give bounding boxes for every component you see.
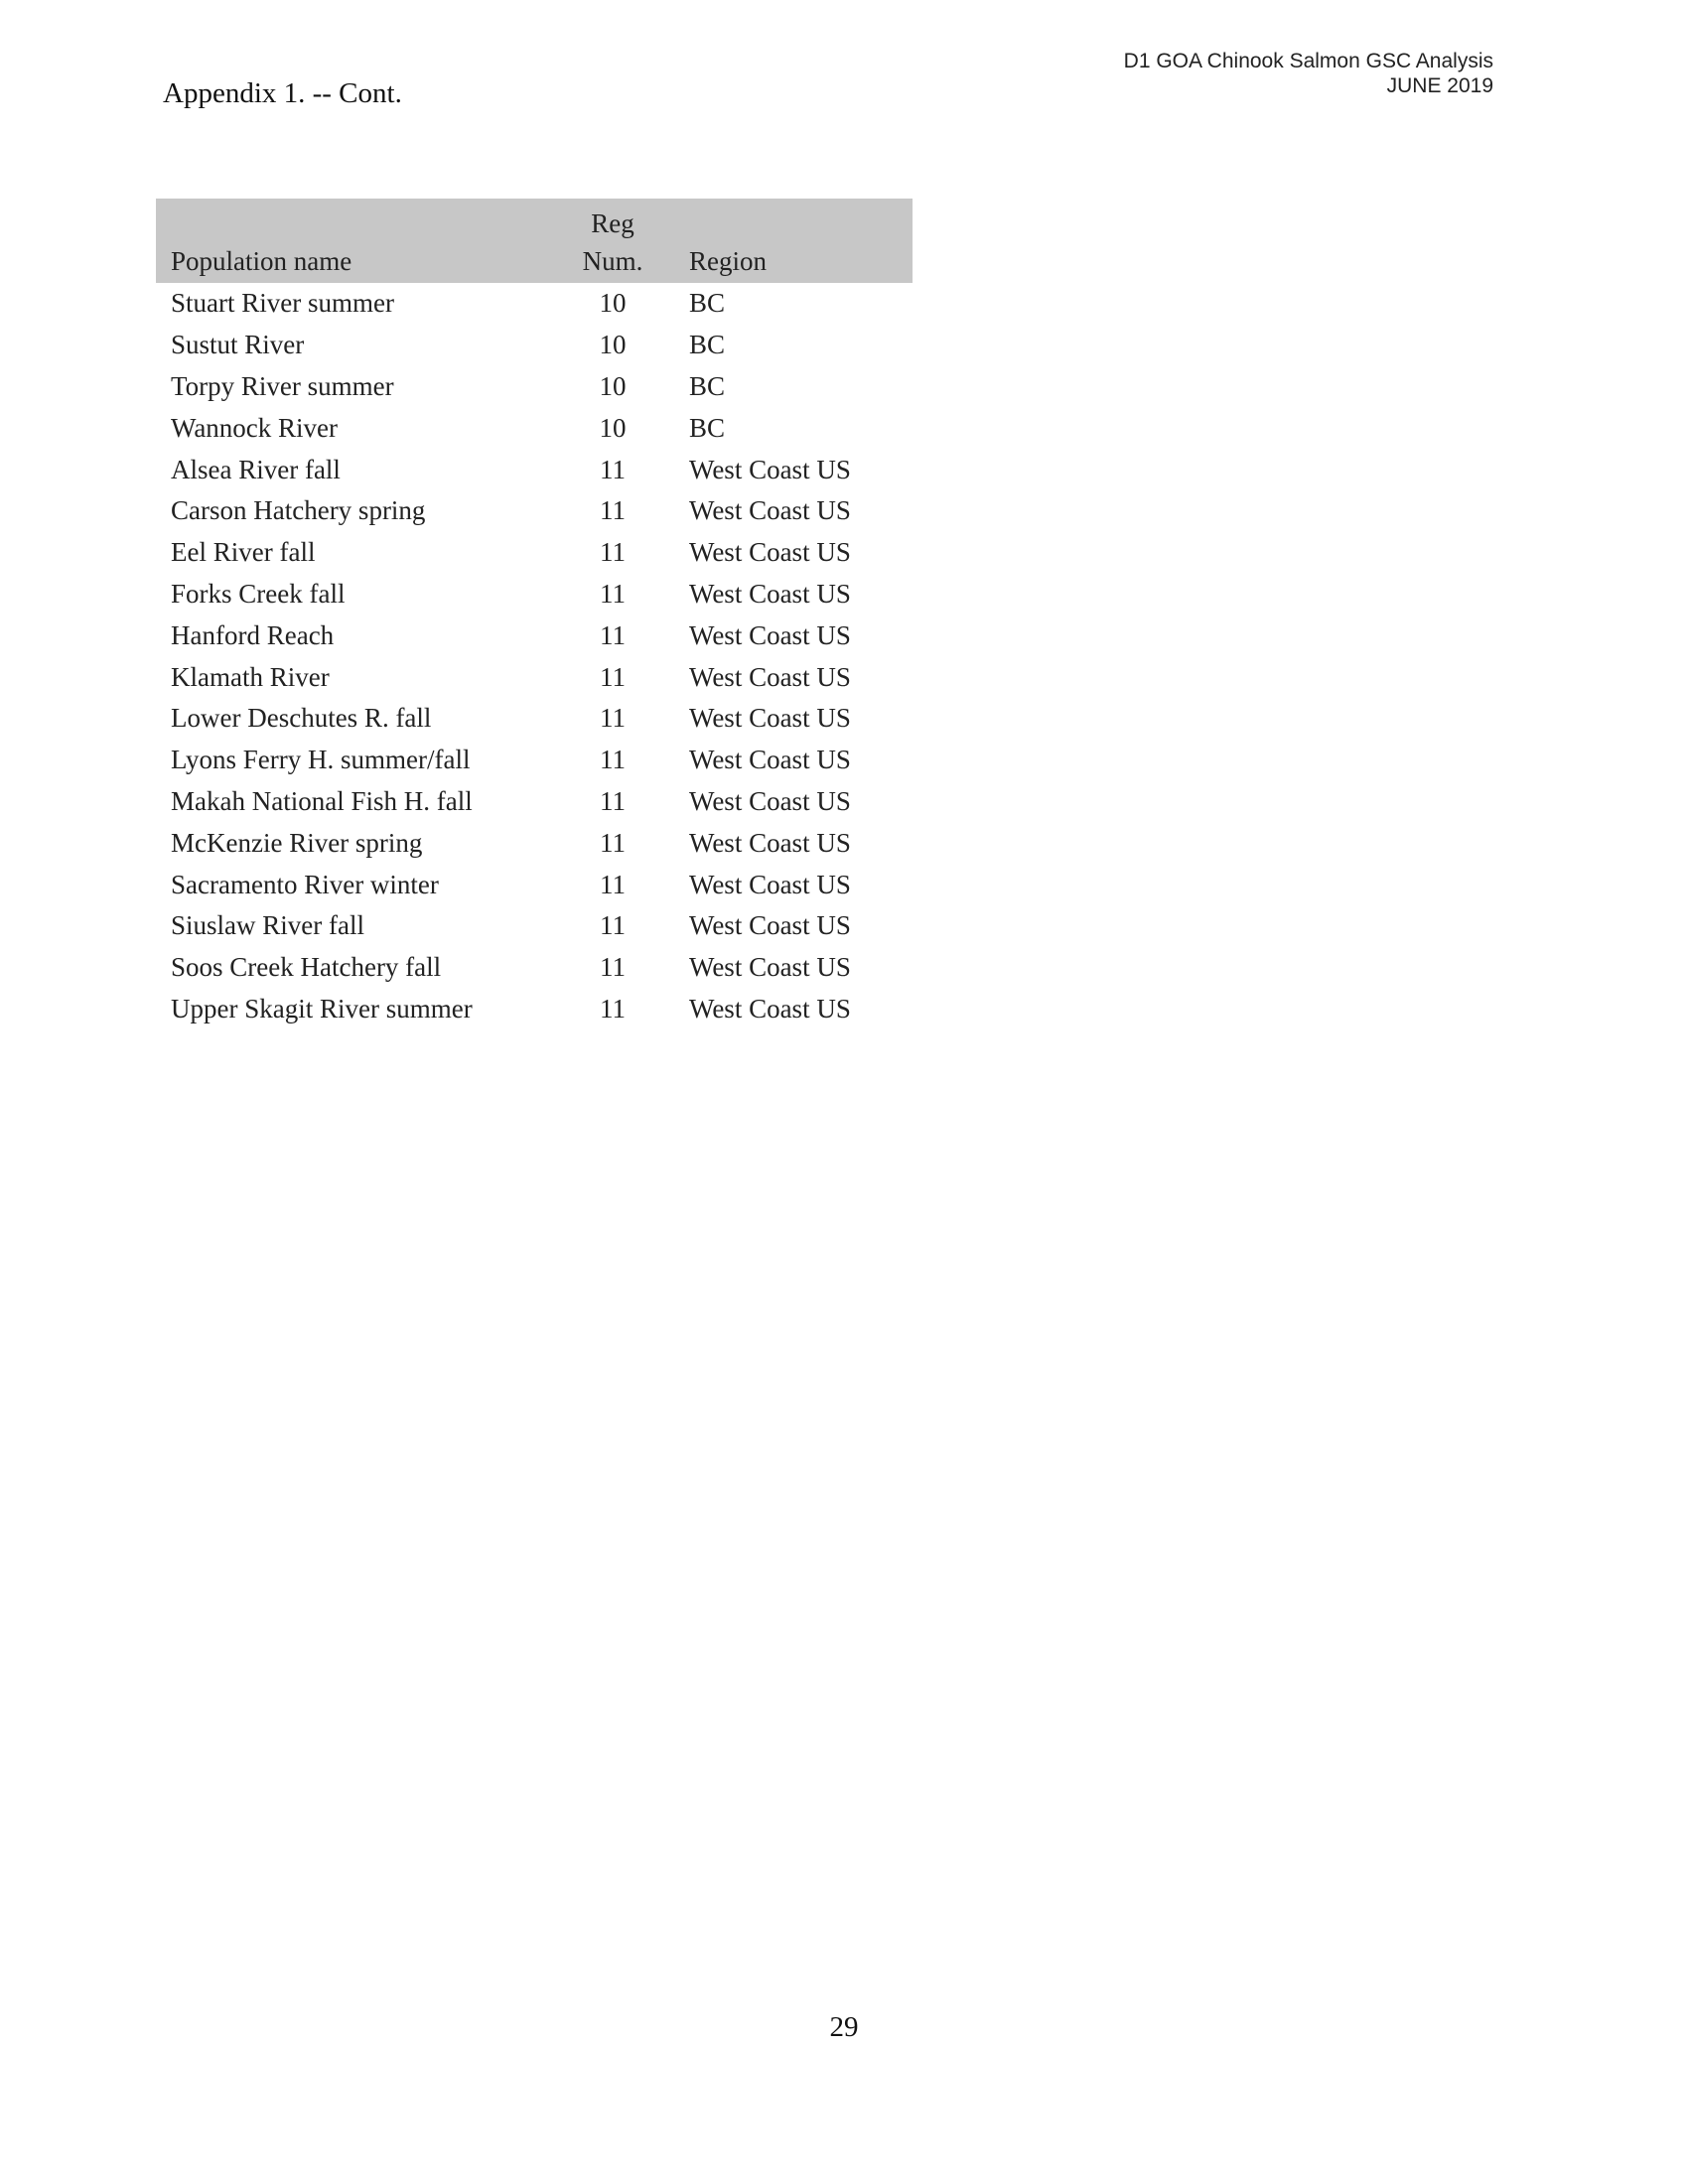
table-row: [156, 532, 913, 574]
region-cell: West Coast US: [689, 952, 851, 983]
population-name-cell: Klamath River: [171, 661, 330, 692]
population-name-cell: Lower Deschutes R. fall: [171, 703, 432, 734]
population-name-cell: Eel River fall: [171, 537, 316, 568]
table-row: [156, 366, 913, 408]
population-name-cell: Upper Skagit River summer: [171, 993, 473, 1024]
reg-num-cell: 11: [600, 993, 626, 1024]
table-row: [156, 449, 913, 490]
reg-num-cell: 11: [600, 745, 626, 775]
table-header-row-bottom: [156, 239, 913, 283]
region-cell: West Coast US: [689, 619, 851, 650]
reg-num-cell: 11: [600, 785, 626, 816]
population-name-cell: Makah National Fish H. fall: [171, 785, 473, 816]
table-body: [156, 283, 913, 1029]
header-cell-empty: [657, 199, 913, 239]
reg-num-cell: 11: [600, 537, 626, 568]
table-header: [156, 199, 913, 283]
population-name-cell: Alsea River fall: [171, 454, 341, 484]
header-num-label: Num.: [568, 239, 657, 283]
reg-num-cell: 11: [600, 703, 626, 734]
table-row: [156, 490, 913, 532]
reg-num-cell: 11: [600, 619, 626, 650]
table-row: [156, 656, 913, 698]
table-row: [156, 781, 913, 823]
table-row: [156, 947, 913, 989]
region-cell: West Coast US: [689, 537, 851, 568]
table-row: [156, 864, 913, 905]
reg-num-cell: 11: [600, 578, 626, 609]
table-row: [156, 325, 913, 366]
reg-num-cell: 10: [599, 412, 627, 443]
reg-num-cell: 10: [599, 288, 627, 319]
population-name-cell: Sacramento River winter: [171, 869, 439, 899]
region-cell: West Coast US: [689, 745, 851, 775]
region-cell: BC: [689, 288, 726, 319]
region-cell: BC: [689, 370, 726, 401]
running-header-title: D1 GOA Chinook Salmon GSC Analysis: [1123, 50, 1493, 72]
population-table: [156, 199, 913, 1029]
region-cell: West Coast US: [689, 703, 851, 734]
region-cell: West Coast US: [689, 454, 851, 484]
reg-num-cell: 11: [600, 495, 626, 526]
table-row: [156, 989, 913, 1030]
reg-num-cell: 11: [600, 454, 626, 484]
table-row: [156, 905, 913, 947]
reg-num-cell: 11: [600, 661, 626, 692]
table-row: [156, 407, 913, 449]
region-cell: West Coast US: [689, 827, 851, 858]
population-name-cell: Soos Creek Hatchery fall: [171, 952, 442, 983]
table-row: [156, 740, 913, 781]
population-name-cell: Carson Hatchery spring: [171, 495, 426, 526]
region-cell: West Coast US: [689, 578, 851, 609]
table-row: [156, 698, 913, 740]
appendix-title: Appendix 1. -- Cont.: [163, 77, 402, 109]
population-name-cell: Torpy River summer: [171, 370, 394, 401]
region-cell: West Coast US: [689, 785, 851, 816]
reg-num-cell: 10: [599, 330, 627, 360]
reg-num-cell: 11: [600, 952, 626, 983]
header-population-name: Population name: [156, 239, 568, 283]
region-cell: BC: [689, 412, 726, 443]
population-name-cell: Stuart River summer: [171, 288, 394, 319]
region-cell: BC: [689, 330, 726, 360]
page-number: 29: [829, 2011, 859, 2043]
population-name-cell: McKenzie River spring: [171, 827, 423, 858]
reg-num-cell: 11: [600, 910, 626, 941]
region-cell: West Coast US: [689, 869, 851, 899]
header-reg-label: Reg: [568, 199, 657, 239]
running-header: [1124, 49, 1493, 98]
population-name-cell: Lyons Ferry H. summer/fall: [171, 745, 471, 775]
region-cell: West Coast US: [689, 495, 851, 526]
table-row: [156, 283, 913, 325]
population-table-container: [156, 199, 913, 1029]
region-cell: West Coast US: [689, 910, 851, 941]
reg-num-cell: 11: [600, 827, 626, 858]
running-header-date: JUNE 2019: [1386, 74, 1493, 97]
region-cell: West Coast US: [689, 993, 851, 1024]
table-row: [156, 614, 913, 656]
population-name-cell: Hanford Reach: [171, 619, 335, 650]
population-name-cell: Sustut River: [171, 330, 305, 360]
table-header-row-top: [156, 199, 913, 239]
reg-num-cell: 10: [599, 370, 627, 401]
region-cell: West Coast US: [689, 661, 851, 692]
population-name-cell: Wannock River: [171, 412, 339, 443]
population-name-cell: Forks Creek fall: [171, 578, 346, 609]
population-name-cell: Siuslaw River fall: [171, 910, 364, 941]
table-row: [156, 574, 913, 615]
reg-num-cell: 11: [600, 869, 626, 899]
header-region: Region: [657, 239, 913, 283]
header-cell-empty: [156, 199, 568, 239]
table-row: [156, 822, 913, 864]
